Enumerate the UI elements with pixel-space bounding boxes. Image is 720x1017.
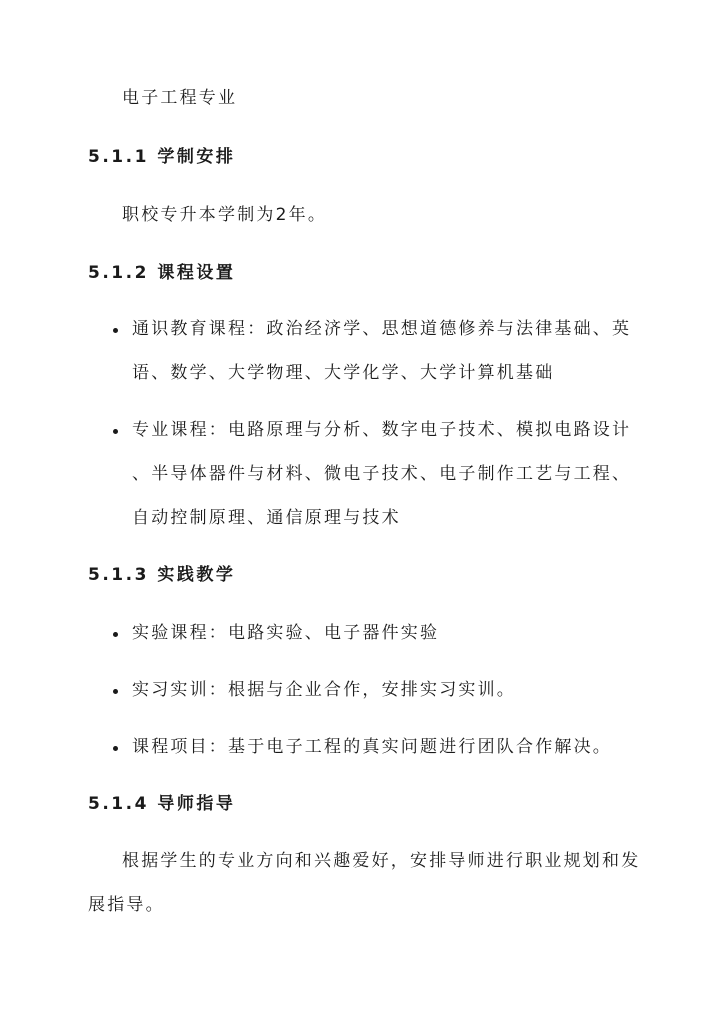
bullet-line: 实验课程：电路实验、电子器件实验 — [132, 623, 440, 643]
section-heading: 5.1.4 导师指导 — [88, 794, 236, 814]
section-heading: 5.1.3 实践教学 — [88, 565, 236, 585]
intro-text: 电子工程专业 — [122, 88, 238, 108]
bullet-icon — [113, 689, 118, 694]
bullet-line: 、半导体器件与材料、微电子技术、电子制作工艺与工程、 — [132, 464, 632, 484]
bullet-icon — [113, 429, 118, 434]
bullet-icon — [113, 632, 118, 637]
paragraph-line: 展指导。 — [88, 895, 165, 915]
bullet-icon — [113, 328, 118, 333]
bullet-line: 专业课程：电路原理与分析、数字电子技术、模拟电路设计 — [132, 420, 632, 440]
paragraph-line: 根据学生的专业方向和兴趣爱好，安排导师进行职业规划和发 — [122, 851, 641, 871]
bullet-line: 自动控制原理、通信原理与技术 — [132, 508, 401, 528]
bullet-line: 课程项目：基于电子工程的真实问题进行团队合作解决。 — [132, 737, 612, 757]
bullet-line: 实习实训：根据与企业合作，安排实习实训。 — [132, 680, 516, 700]
bullet-line: 语、数学、大学物理、大学化学、大学计算机基础 — [132, 363, 555, 383]
bullet-icon — [113, 746, 118, 751]
paragraph: 职校专升本学制为2年。 — [122, 205, 328, 225]
bullet-line: 通识教育课程：政治经济学、思想道德修养与法律基础、英 — [132, 319, 632, 339]
section-heading: 5.1.1 学制安排 — [88, 147, 236, 167]
section-heading: 5.1.2 课程设置 — [88, 263, 236, 283]
